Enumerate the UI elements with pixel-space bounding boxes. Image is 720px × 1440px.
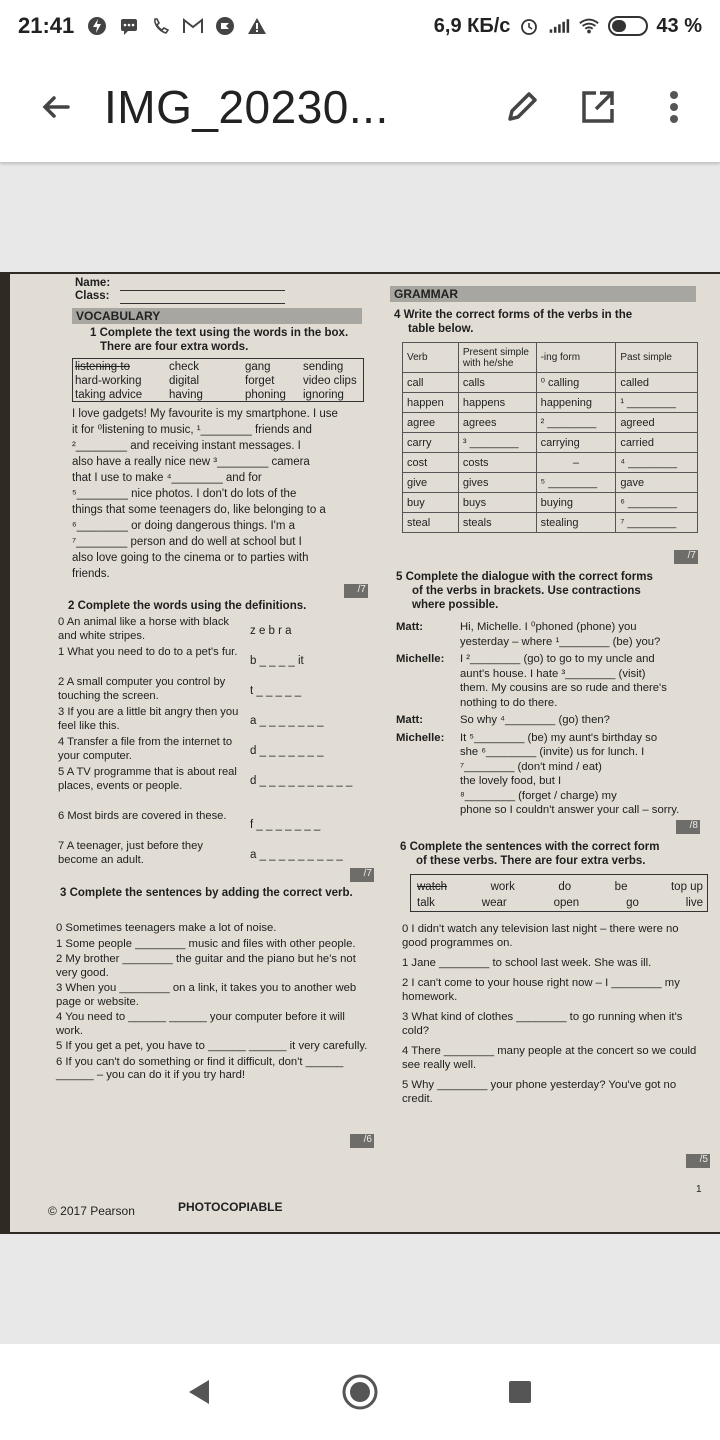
task6-verb-box	[410, 874, 708, 912]
edit-icon	[502, 87, 542, 127]
battery-percent: 43 %	[656, 14, 702, 37]
status-bar	[0, 0, 720, 52]
home-circle-icon	[341, 1373, 379, 1411]
app-actions	[498, 83, 698, 131]
dialogue-turn: Matt: So why ⁴________ (go) then?	[396, 714, 610, 726]
table-cell: calls	[458, 373, 536, 393]
task5-score: /8	[676, 820, 700, 834]
table-cell: happen	[403, 393, 459, 413]
word-box-col3: gang forget phoning	[245, 361, 286, 401]
status-time: 21:41	[18, 13, 75, 38]
table-cell: give	[403, 473, 459, 493]
table-header-cell: Verb	[403, 343, 459, 373]
table-cell: steal	[403, 513, 459, 533]
task3-title: 3 Complete the sentences by adding the correct verb.	[60, 887, 353, 899]
photocopiable-label: PHOTOCOPIABLE	[178, 1200, 283, 1214]
lightning-icon	[86, 15, 108, 37]
task1-word-box	[72, 358, 364, 402]
table-cell: happens	[458, 393, 536, 413]
alarm-icon	[518, 15, 540, 37]
task6-title: 6 Complete the sentences with the correct form of these verbs. There are four extra verbs.	[400, 841, 660, 867]
vocabulary-header: VOCABULARY	[72, 308, 362, 324]
task5-dialogue	[396, 620, 706, 818]
battery-icon	[608, 16, 648, 36]
verb-word: be	[614, 881, 628, 893]
task2-definitions: 0 An animal like a horse with black and white stripes. 1 What you need to do to a pet's fur. 2 A small computer you control by touching the screen. 3 If you are a little bit angry then you feel like this. 4 Transfer a file from the internet to your computer. 5 A TV programme that is about real places, events or people. 6 Most birds are covered in these. 7 A teenager, just before they become an adult.	[58, 616, 239, 866]
wifi-icon	[578, 15, 600, 37]
class-field: Class:	[75, 290, 110, 302]
table-cell: buying	[536, 493, 616, 513]
signal-icon	[548, 15, 570, 37]
table-cell: cost	[403, 453, 459, 473]
network-speed: 6,9 КБ/с	[433, 14, 511, 37]
gmail-icon	[182, 15, 204, 37]
table-cell: agree	[403, 413, 459, 433]
table-cell: called	[616, 373, 698, 393]
dialogue-turn: Michelle: It ⁵________ (be) my aunt's birthday so she ⁶________ (invite) us for lunch. I ⁷________ (don't mind / eat) the lovely food, but I ⁸________ (forget / charge) my phone so I couldn't answer your call – sorry.	[396, 731, 680, 816]
app-bar	[0, 52, 720, 162]
more-vert-icon	[668, 87, 680, 127]
verb-word: talk	[417, 897, 435, 909]
open-external-button[interactable]	[574, 83, 622, 131]
table-row	[403, 433, 698, 453]
task3-score: /6	[350, 1134, 374, 1148]
task3-sentences: 0 Sometimes teenagers make a lot of noise. 1 Some people ________ music and files with other people. 2 My brother ________ the guitar and the piano but he's not very good. 3 When you ________ on a link, it takes you to another web page or website. 4 You need to ______ ______ your computer before it will work. 5 If you get a pet, you have to ______ ______ it very carefully. 6 If you can't do something or find it difficult, don't ______ ______ – you can do it if you try hard!	[56, 922, 368, 1081]
back-arrow-button[interactable]	[20, 71, 92, 143]
verb-word: open	[553, 897, 580, 909]
table-cell: buys	[458, 493, 536, 513]
back-triangle-icon	[185, 1377, 215, 1407]
table-header-row	[403, 343, 698, 373]
worksheet-paper	[10, 274, 720, 1232]
grammar-header: GRAMMAR	[390, 286, 696, 302]
cast-icon	[214, 15, 236, 37]
table-row	[403, 473, 698, 493]
nav-recents-button[interactable]	[495, 1367, 545, 1417]
table-row	[403, 453, 698, 473]
task4-score: /7	[674, 550, 698, 564]
table-cell: ⁴ ________	[616, 453, 698, 473]
table-cell: agreed	[616, 413, 698, 433]
table-cell: happening	[536, 393, 616, 413]
table-row	[403, 373, 698, 393]
table-cell: gives	[458, 473, 536, 493]
table-cell: gave	[616, 473, 698, 493]
table-cell: call	[403, 373, 459, 393]
table-cell: buy	[403, 493, 459, 513]
nav-back-button[interactable]	[175, 1367, 225, 1417]
task4-title: 4 Write the correct forms of the verbs in the table below.	[394, 309, 633, 335]
table-row	[403, 413, 698, 433]
verb-word: top up	[670, 881, 703, 893]
table-cell: ³ ________	[458, 433, 536, 453]
dialogue-turn: Matt: Hi, Michelle. I ⁰phoned (phone) you yesterday – where ¹________ (be) you?	[396, 621, 661, 648]
table-header-cell: -ing form	[536, 343, 616, 373]
task2-score: /7	[350, 868, 374, 882]
table-header-cell: Past simple	[616, 343, 698, 373]
word-box-col1: listening to hard-working taking advice	[75, 361, 143, 401]
verb-word: work	[490, 881, 515, 893]
table-cell: ¹ ________	[616, 393, 698, 413]
status-right	[434, 15, 702, 38]
back-arrow-icon	[38, 89, 74, 125]
task2-answers: z e b r a b _ _ _ _ it t _ _ _ _ _ a _ _ _ _ _ _ _ d _ _ _ _ _ _ _ d _ _ _ _ _ _ _ _ _ _ f _ _ _ _ _ _ _ a _ _ _ _ _ _ _ _ _	[250, 625, 353, 861]
task1-text: I love gadgets! My favourite is my smartphone. I use it for ⁰listening to music, ¹________ friends and ²________ and receiving instant messages. I also have a really nice new ³________ camera that I use to make ⁴________ and for ⁵________ nice photos. I don't do lots of the things that some teenagers do, like belonging to a ⁶________ or doing dangerous things. I'm a ⁷________ person and do well at school but I also love going to the cinema or to parties with friends.	[72, 408, 338, 580]
name-field: Name:	[75, 277, 111, 289]
copyright: © 2017 Pearson	[48, 1204, 135, 1218]
task6-sentences: 0 I didn't watch any television last night – there were no good programmes on. 1 Jane ________ to school last week. She was ill. 2 I can't come to your house right now – I ________ my homework. 3 What kind of clothes ________ to go running when it's cold? 4 There ________ many people at the concert so we could see really well. 5 Why ________ your phone yesterday? You've got no credit.	[402, 923, 697, 1105]
table-row	[403, 513, 698, 533]
page-number: 1	[696, 1184, 702, 1195]
class-line	[120, 303, 285, 304]
warning-icon	[246, 15, 268, 37]
edit-button[interactable]	[498, 83, 546, 131]
recents-square-icon	[507, 1379, 533, 1405]
table-cell: ⁶ ________	[616, 493, 698, 513]
dialogue-turn: Michelle: I ²________ (go) to go to my uncle and aunt's house. I hate ³________ (visit) them. My cousins are so rude and there's nothing to do there.	[396, 653, 667, 709]
table-cell: costs	[458, 453, 536, 473]
table-cell: –	[536, 453, 616, 473]
name-line	[120, 290, 285, 291]
navigation-bar	[0, 1344, 720, 1440]
image-viewer[interactable]	[0, 162, 720, 1344]
task1-score: /7	[344, 584, 368, 598]
task5-title: 5 Complete the dialogue with the correct forms of the verbs in brackets. Use contractions where possible.	[396, 571, 653, 611]
nav-home-button[interactable]	[335, 1367, 385, 1417]
table-cell: steals	[458, 513, 536, 533]
task2-title: 2 Complete the words using the definitions.	[68, 600, 307, 612]
word-box-col2: check digital having	[169, 361, 203, 401]
table-cell: ² ________	[536, 413, 616, 433]
word-box-col4: sending video clips ignoring	[303, 361, 357, 401]
task1-title: 1 Complete the text using the words in the box. There are four extra words.	[90, 327, 349, 353]
notification-icons	[86, 15, 268, 37]
image-title: IMG_20230...	[104, 81, 389, 133]
table-cell: agrees	[458, 413, 536, 433]
verb-forms-table	[402, 342, 698, 533]
table-cell: ⁵ ________	[536, 473, 616, 493]
verb-word: watch	[417, 881, 448, 893]
photo[interactable]	[0, 272, 720, 1234]
table-cell: ⁷ ________	[616, 513, 698, 533]
table-cell: stealing	[536, 513, 616, 533]
verb-word: wear	[481, 897, 507, 909]
table-cell: carried	[616, 433, 698, 453]
verb-word: go	[626, 897, 639, 909]
table-header-cell: Present simple with he/she	[458, 343, 536, 373]
message-icon	[118, 15, 140, 37]
verb-word: do	[558, 881, 572, 893]
table-cell: carry	[403, 433, 459, 453]
call-icon	[150, 15, 172, 37]
table-cell: ⁰ calling	[536, 373, 616, 393]
table-row	[403, 493, 698, 513]
verb-word: live	[685, 897, 703, 909]
more-options-button[interactable]	[650, 83, 698, 131]
table-row	[403, 393, 698, 413]
task6-score: /5	[686, 1154, 710, 1168]
open-external-icon	[578, 87, 618, 127]
table-cell: carrying	[536, 433, 616, 453]
